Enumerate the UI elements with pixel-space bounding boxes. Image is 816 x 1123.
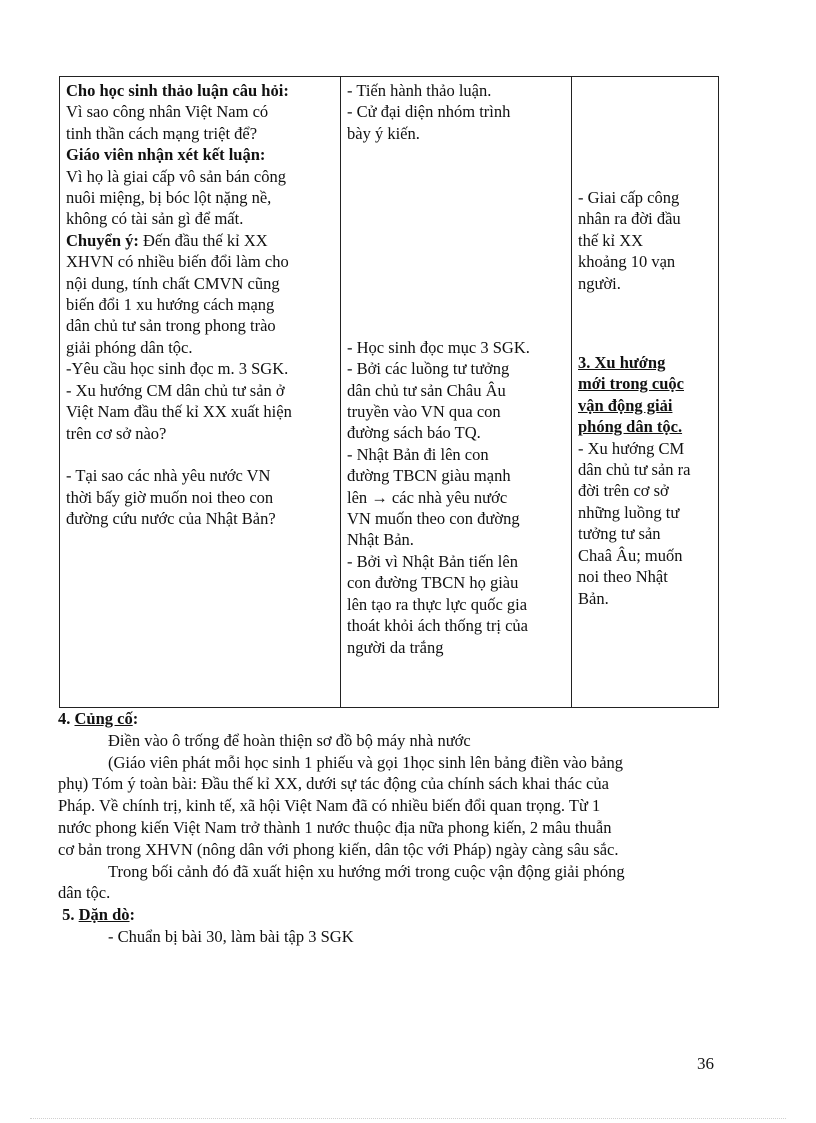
table-row (60, 77, 719, 708)
text-line: - Tại sao các nhà yêu nước VN (66, 466, 271, 486)
text-line: đời trên cơ sở (578, 481, 669, 501)
text-line: dân chủ tư sản Châu Âu (347, 380, 506, 400)
text-line: Bản. (578, 588, 609, 608)
right-arrow-icon: → (371, 487, 388, 507)
teacher-activity-cell (60, 77, 341, 708)
text-line: - Xu hướng CM (578, 438, 685, 458)
section-number: 4. (58, 709, 75, 728)
transition-label: Chuyển ý: (66, 230, 139, 250)
spacer (347, 144, 565, 337)
text-line: tưởng tư sản (578, 524, 661, 544)
text-line: nước phong kiến Việt Nam trở thành 1 nước thuộc địa nữa phong kiến, 2 mâu thuẫn (58, 817, 612, 837)
spacer (66, 444, 334, 465)
text-line: đường sách báo TQ. (347, 423, 481, 443)
section-heading: mới trong cuộc (578, 374, 684, 394)
text-line: người da trắng (347, 637, 444, 657)
student-activity-cell (341, 77, 572, 708)
text-line: không có tài sản gì để mất. (66, 209, 244, 229)
lesson-summary (58, 708, 718, 948)
spacer (578, 80, 712, 187)
section-4-heading (58, 708, 718, 730)
text-line: dân tộc. (58, 883, 111, 903)
text-line: nội dung, tính chất CMVN cũng (66, 273, 280, 293)
text-line: người. (578, 273, 621, 293)
text-line: - Bởi vì Nhật Bản tiến lên (347, 551, 518, 571)
text-segment: các nhà yêu nước (387, 487, 508, 507)
text-line: -Yêu cầu học sinh đọc m. 3 SGK. (66, 359, 289, 379)
section-title: Củng cố (74, 709, 133, 728)
text-line: - Giai cấp công (578, 188, 680, 207)
text-line: dân chủ tư sản ra (578, 460, 691, 480)
text-line: Việt Nam đầu thế kỉ XX xuất hiện (66, 402, 292, 422)
text-line: Trong bối cảnh đó đã xuất hiện xu hướng mới trong cuộc vận động giải phóng (108, 861, 625, 881)
section-heading: vận động giải (578, 395, 673, 415)
text-line: XHVN có nhiều biến đổi làm cho (66, 252, 289, 272)
text-line: cơ bản trong XHVN (nông dân với phong kiến, dân tộc với Pháp) ngày càng sâu sắc. (58, 839, 619, 859)
page-number: 36 (697, 1054, 714, 1073)
content-cell (572, 77, 719, 708)
section-heading: phóng dân tộc. (578, 417, 683, 437)
text-line: truyền vào VN qua con (347, 402, 501, 422)
text-line: Nhật Bản. (347, 530, 414, 550)
text-line: thời bấy giờ muốn noi theo con (66, 487, 274, 507)
text-line: phụ) Tóm ý toàn bài: Đầu thế kỉ XX, dưới sự tác động của chính sách khai thác của (58, 774, 609, 794)
section-title: Dặn dò (78, 905, 130, 925)
text-line: Pháp. Về chính trị, kinh tế, xã hội Việt Nam đã có nhiều biến đổi quan trọng. Từ 1 (58, 796, 601, 816)
text-line: con đường TBCN họ giàu (347, 573, 519, 593)
text-line: trên cơ sở nào? (66, 423, 167, 443)
spacer (578, 294, 712, 352)
conclusion-heading: Giáo viên nhận xét kết luận: (66, 145, 266, 165)
text-line: Điền vào ô trống để hoàn thiện sơ đồ bộ máy nhà nước (108, 730, 471, 750)
section-number: 5. (58, 905, 79, 925)
transition-line (66, 230, 334, 251)
text-line: đường TBCN giàu mạnh (347, 466, 511, 486)
text-segment: lên (347, 487, 372, 507)
text-line: - Cử đại diện nhóm trình (347, 102, 511, 122)
transition-text: Đến đầu thế kỉ XX (138, 230, 268, 250)
text-line: noi theo Nhật (578, 567, 668, 587)
text-line: - Học sinh đọc mục 3 SGK. (347, 337, 530, 357)
text-line: khoảng 10 vạn (578, 252, 676, 272)
text-line: - Nhật Bản đi lên con (347, 444, 489, 464)
text-line: nuôi miệng, bị bóc lột nặng nề, (66, 188, 272, 208)
text-line: dân chủ tư sản trong phong trào (66, 316, 276, 336)
text-line: - Xu hướng CM dân chủ tư sản ở (66, 380, 285, 400)
text-line: lên tạo ra thực lực quốc gia (347, 594, 528, 614)
discussion-heading: Cho học sinh thảo luận câu hỏi: (66, 81, 289, 100)
text-line: - Bởi các luồng tư tưởng (347, 359, 510, 379)
section-5-heading (58, 904, 718, 926)
text-line: những luồng tư (578, 502, 680, 522)
text-line: bày ý kiến. (347, 123, 420, 143)
lesson-table (59, 76, 719, 708)
text-line: giải phóng dân tộc. (66, 337, 193, 357)
text-line: Vì sao công nhân Việt Nam có (66, 102, 269, 122)
section-colon: : (132, 709, 139, 728)
section-heading: 3. Xu hướng (578, 353, 666, 373)
text-line: - Tiến hành thảo luận. (347, 81, 492, 100)
text-line: - Chuẩn bị bài 30, làm bài tập 3 SGK (108, 926, 354, 946)
text-line: nhân ra đời đầu (578, 209, 681, 229)
text-line: VN muốn theo con đường (347, 509, 520, 529)
text-line: thế kỉ XX (578, 230, 644, 250)
page-divider (30, 1118, 786, 1119)
text-line: Vì họ là giai cấp vô sản bán công (66, 166, 286, 186)
section-colon: : (129, 905, 136, 925)
arrow-line (347, 487, 565, 508)
text-line: thoát khỏi ách thống trị của (347, 616, 528, 636)
text-line: biến đổi 1 xu hướng cách mạng (66, 295, 275, 315)
text-line: (Giáo viên phát mỗi học sinh 1 phiếu và gọi 1học sinh lên bảng điền vào bảng (108, 752, 624, 772)
text-line: đường cứu nước của Nhật Bản? (66, 509, 276, 529)
text-line: tinh thần cách mạng triệt để? (66, 123, 258, 143)
text-line: Chaâ Âu; muốn (578, 545, 683, 565)
